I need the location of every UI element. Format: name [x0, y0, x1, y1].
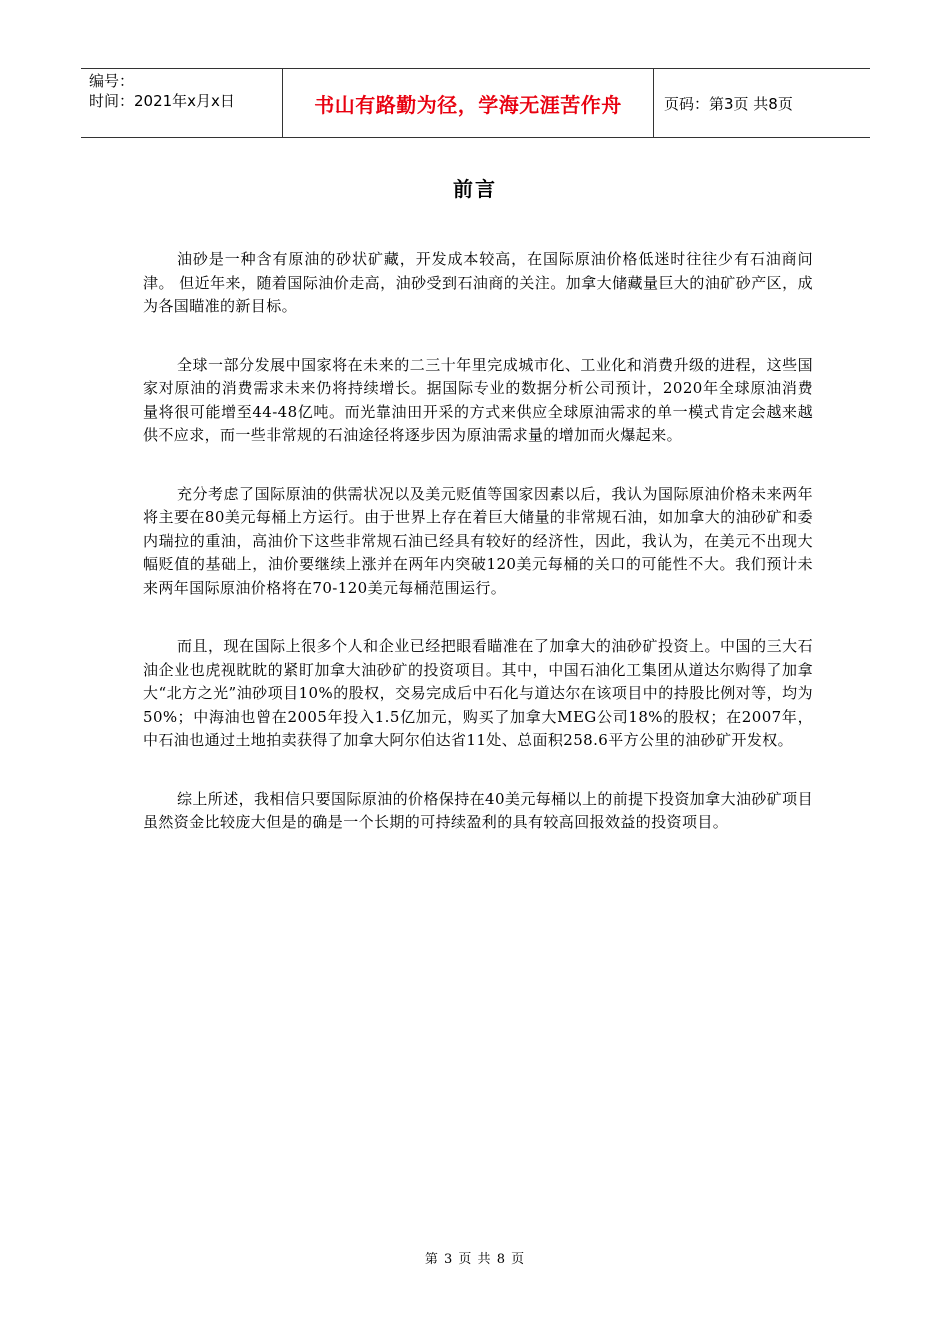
page-footer: 第 3 页 共 8 页: [424, 1252, 526, 1267]
page-title: 前言: [453, 177, 497, 201]
header-meta: [81, 69, 282, 137]
document-number-label: 编号：: [89, 72, 135, 90]
paragraph-3: 充分考虑了国际原油的供需状况以及美元贬值等国家因素以后，我认为国际原油价格未来两年将主要在80美元每桶上方运行。由于世界上存在着巨大储量的非常规石油，如加拿大的油砂矿和委内瑞拉的重油，高油价下这些非常规石油已经具有较好的经济性，因此，我认为，在美元不出现大幅贬值的基础上，油价要继续上涨并在两年内突破120美元每桶的关口的可能性不大。我们预计未来两年国际原油价格将在70-120美元每桶范围运行。: [143, 484, 813, 597]
paragraph-5: 综上所述，我相信只要国际原油的价格保持在40美元每桶以上的前提下投资加拿大油砂矿项目虽然资金比较庞大但是的确是一个长期的可持续盈利的具有较高回报效益的投资项目。: [143, 789, 813, 831]
header-page-info: 页码：第3页 共8页: [664, 94, 793, 113]
body-text: [143, 248, 813, 870]
document-date: 时间：2021年x月x日: [89, 92, 235, 110]
paragraph-2: 全球一部分发展中国家将在未来的二三十年里完成城市化、工业化和消费升级的进程，这些国家对原油的消费需求未来仍将持续增长。据国际专业的数据分析公司预计，2020年全球原油消费量将很可能增至44-48亿吨。而光靠油田开采的方式来供应全球原油需求的单一模式肯定会越来越供不应求，而一些非常规的石油途径将逐步因为原油需求量的增加而火爆起来。: [143, 355, 813, 444]
header-motto: 书山有路勤为径，学海无涯苦作舟: [282, 69, 654, 137]
paragraph-4: 而且，现在国际上很多个人和企业已经把眼看瞄准在了加拿大的油砂矿投资上。中国的三大石油企业也虎视眈眈的紧盯加拿大油砂矿的投资项目。其中，中国石油化工集团从道达尔购得了加拿大“北方之光”油砂项目10%的股权，交易完成后中石化与道达尔在该项目中的持股比例对等，均为50%；中海油也曾在2005年投入1.5亿加元，购买了加拿大MEG公司18%的股权；在2007年，中石油也通过土地拍卖获得了加拿大阿尔伯达省11处、总面积258.6平方公里的油砂矿开发权。: [143, 637, 813, 749]
paragraph-1: 油砂是一种含有原油的砂状矿藏，开发成本较高，在国际原油价格低迷时往往少有石油商问津。 但近年来，随着国际油价走高，油砂受到石油商的关注。加拿大储藏量巨大的油矿砂产区，成为各国瞄准的新目标。: [143, 250, 813, 315]
page-header: [81, 68, 870, 138]
